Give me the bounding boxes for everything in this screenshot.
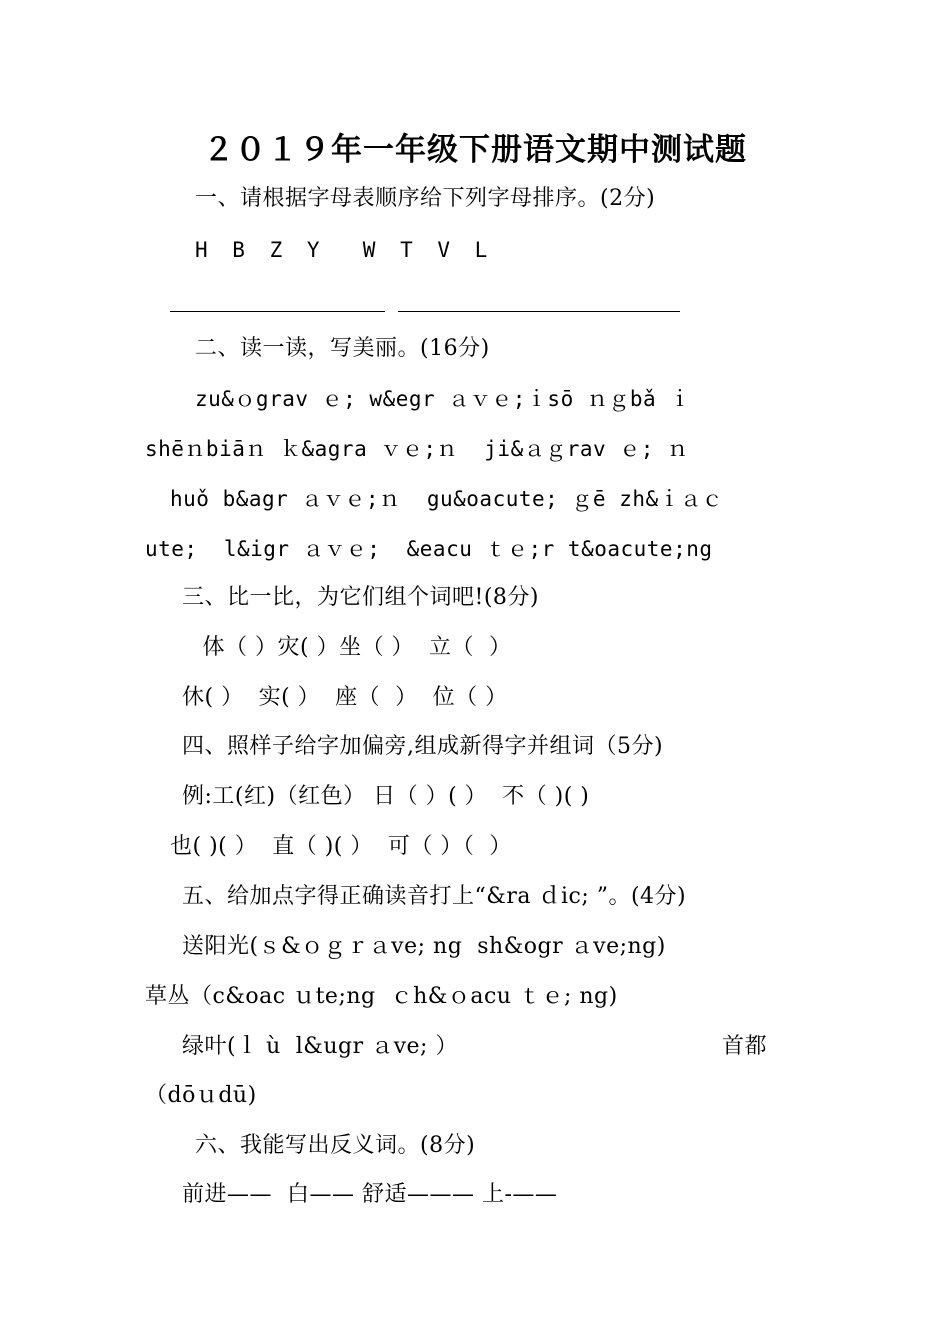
q2-pinyin-line: zu&ｏgrav ｅ; w&egr ａｖｅ;ｉsō ｎｇbǎ ｉ [195, 387, 691, 411]
q6-row: 前进—— 白—— 舒适——— 上-—— [182, 1182, 558, 1207]
answer-blank-1 [170, 311, 385, 312]
q5-row: 送阳光(ｓ&ｏｇｒａve; ng sh&ogr ａve;ng) [182, 934, 666, 959]
q6-heading: 六、我能写出反义词。(8分) [195, 1133, 476, 1158]
q1-heading: 一、请根据字母表顺序给下列字母排序。(2分) [195, 186, 656, 211]
q2-pinyin-line: huǒ b&agr ａｖｅ;ｎ gu&oacute; ｇē zh&ｉａｃ [170, 487, 724, 511]
page-title: ２０１９年一年级下册语文期中测试题 [203, 132, 747, 168]
q5-row: 绿叶(ｌ ù l&ugr ａve; ） [182, 1034, 458, 1059]
q5-heading: 五、给加点字得正确读音打上“&ra ｄic; ”。(4分) [182, 884, 687, 909]
answer-blank-2 [398, 311, 680, 312]
q4-row: 也( )( ） 直（ )( ） 可（ ）（ ） [170, 834, 512, 859]
q3-heading: 三、比一比，为它们组个词吧!(8分) [182, 585, 540, 610]
q5-row: 草丛（c&oac ｕte;ng ｃh&ｏacu ｔｅ; ng) [145, 984, 618, 1009]
q5-row: （dōｕdū) [145, 1083, 257, 1108]
q5-row-right: 首都 [722, 1034, 768, 1059]
q3-row: 休( ） 实( ） 座（ ） 位（ ） [182, 685, 508, 710]
q1-letters: H B Z Y W T V L [195, 238, 494, 262]
q4-heading: 四、照样子给字加偏旁,组成新得字并组词（5分) [182, 734, 664, 759]
q2-pinyin-line: ute; l&igr ａｖｅ; &eacu ｔｅ;r t&oacute;ng [145, 537, 713, 561]
q2-pinyin-line: shēｎbiāｎ ｋ&agra ｖｅ;ｎ ji&ａｇrav ｅ; ｎ [145, 437, 689, 461]
q3-row: 体（ ）灾( ）坐（ ） 立（ ） [195, 635, 512, 660]
q2-heading: 二、读一读，写美丽。(16分) [195, 336, 490, 361]
q4-example-row: 例:工(红)（红色） 日（ ）( ） 不（ )( ) [182, 784, 590, 809]
